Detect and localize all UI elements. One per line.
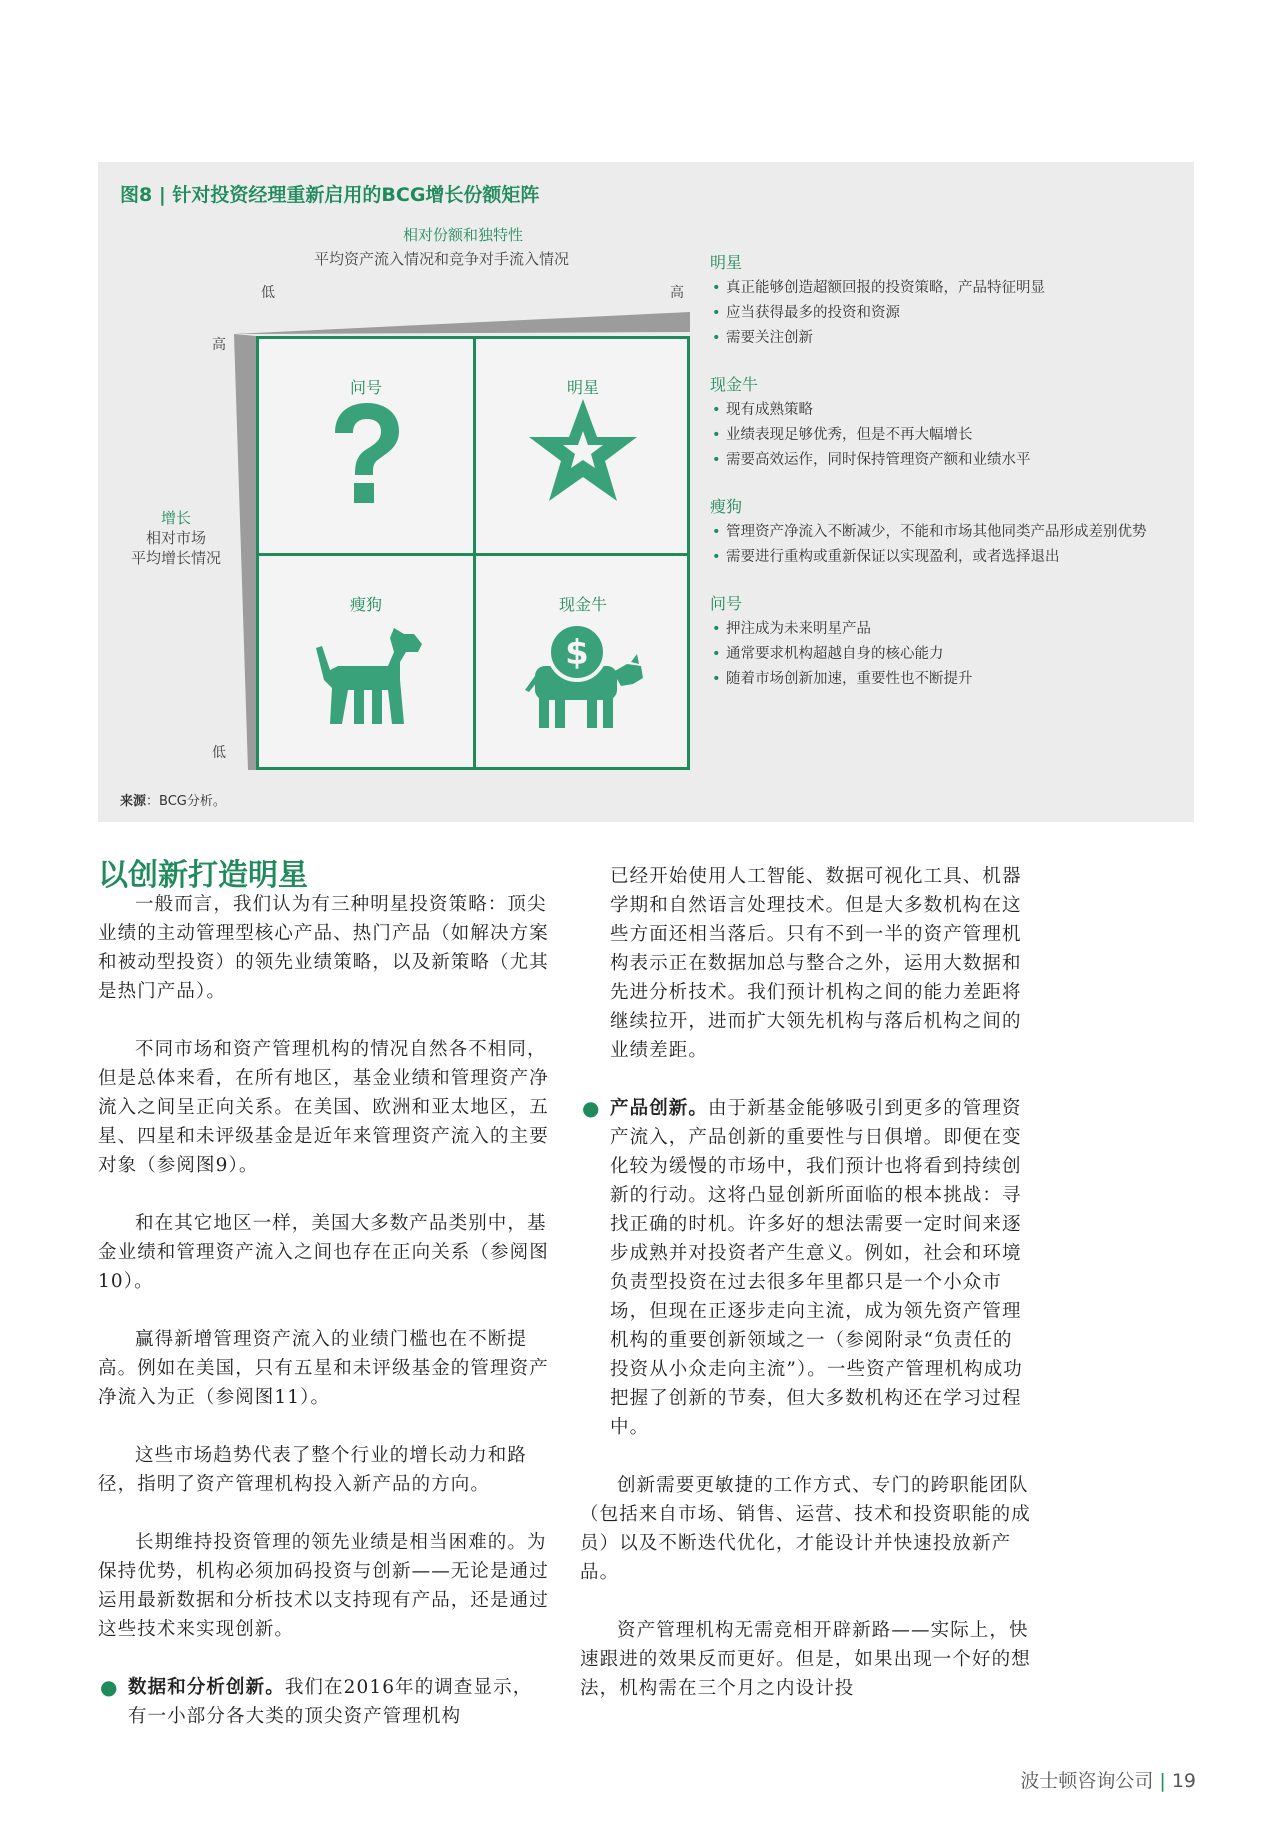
bullet-data-innovation	[98, 1673, 550, 1731]
x-high-label: 高	[670, 285, 684, 301]
paragraph: 这些市场趋势代表了整个行业的增长动力和路径，指明了资产管理机构投入新产品的方向。	[98, 1445, 528, 1495]
source-label: 来源	[120, 794, 147, 809]
y-axis-labels	[116, 508, 236, 568]
footer-company: 波士顿咨询公司	[1020, 1770, 1154, 1792]
y-axis-sub2: 平均增长情况	[130, 549, 221, 567]
dog-icon	[308, 624, 424, 732]
paragraph: 一般而言，我们认为有三种明星投资策略：顶尖业绩的主动管理型核心产品、热门产品（如解决方案和被动型投资）的领先业绩策略，以及新策略（尤其是热门产品）。	[98, 894, 549, 1002]
legend	[710, 250, 1180, 713]
page-footer	[1020, 1766, 1196, 1793]
quadrant-star	[476, 339, 690, 553]
legend-item: • 需要进行重构或重新保证以实现盈利，或者选择退出	[710, 548, 1180, 567]
x-axis-title: 相对份额和独特性	[403, 226, 524, 244]
figure-title: 图8 | 针对投资经理重新启用的BCG增长份额矩阵	[120, 184, 540, 206]
bullet-continuation-text: 已经开始使用人工智能、数据可视化工具、机器学期和自然语言处理技术。但是大多数机构在这些方面还相当落后。只有不到一半的资产管理机构表示正在数据加总与整合之外，运用大数据和先进分析技术。我们预计机构之间的能力差距将继续拉开，进而扩大领先机构与落后机构之间的业绩差距。	[610, 866, 1022, 1061]
left-column	[98, 890, 550, 1760]
figure-source	[120, 790, 226, 809]
quadrant-question-label: 问号	[349, 378, 382, 397]
paragraph: 创新需要更敏捷的工作方式、专门的跨职能团队（包括来自市场、销售、运营、技术和投资职能的成员）以及不断迭代优化，才能设计并快速投放新产品。	[580, 1475, 1031, 1583]
legend-item: • 业绩表现足够优秀，但是不再大幅增长	[710, 426, 1180, 445]
legend-section-dog	[710, 494, 1180, 567]
legend-title: 现金牛	[710, 375, 759, 394]
legend-section-question	[710, 591, 1180, 689]
bcg-matrix	[256, 336, 690, 770]
x-axis-subtitle: 平均资产流入情况和竞争对手流入情况	[314, 250, 570, 268]
legend-title: 明星	[710, 253, 743, 272]
legend-item: • 真正能够创造超额回报的投资策略，产品特征明显	[710, 279, 1180, 298]
y-axis-sub1: 相对市场	[145, 529, 206, 547]
quadrant-star-label: 明星	[566, 378, 599, 397]
bullet-continuation	[580, 862, 1032, 1065]
legend-section-star	[710, 250, 1180, 348]
legend-item: • 现有成熟策略	[710, 401, 1180, 420]
legend-item: • 押注成为未来明星产品	[710, 620, 1180, 639]
cash-cow-icon	[521, 620, 645, 736]
bullet-text: 我们在2016年的调查显示，有一小部分各大类的顶尖资产管理机构	[128, 1677, 533, 1727]
legend-item: • 随着市场创新加速，重要性也不断提升	[710, 670, 1180, 689]
source-text: ：BCG分析。	[146, 794, 226, 809]
footer-separator: |	[1159, 1770, 1166, 1792]
y-low-label: 低	[212, 745, 226, 761]
x-low-label: 低	[261, 285, 275, 301]
paragraph: 和在其它地区一样，美国大多数产品类别中，基金业绩和管理资产流入之间也存在正向关系（参阅图10）。	[98, 1213, 549, 1292]
matrix-horizontal-divider	[259, 553, 687, 556]
quadrant-dog-label: 瘦狗	[349, 595, 382, 614]
question-mark-icon	[321, 399, 411, 513]
star-icon	[527, 397, 639, 507]
paragraph: 长期维持投资管理的领先业绩是相当困难的。为保持优势，机构必须加码投资与创新——无论是通过运用最新数据和分析技术以支持现有产品，还是通过这些技术来实现创新。	[98, 1532, 549, 1640]
page-number: 19	[1171, 1770, 1196, 1792]
y-axis-title: 增长	[160, 509, 191, 527]
legend-item: • 应当获得最多的投资和资源	[710, 304, 1180, 323]
legend-item: • 需要关注创新	[710, 329, 1180, 348]
legend-item: • 管理资产净流入不断减少，不能和市场其他同类产品形成差别优势	[710, 523, 1180, 542]
y-high-label: 高	[212, 337, 226, 353]
right-column	[580, 862, 1032, 1732]
legend-title: 问号	[710, 594, 743, 613]
quadrant-question	[259, 339, 473, 553]
paragraph: 资产管理机构无需竞相开辟新路——实际上，快速跟进的效果反而更好。但是，如果出现一个好的想法，机构需在三个月之内设计投	[580, 1620, 1031, 1699]
bullet-bold: 数据和分析创新。	[128, 1677, 285, 1698]
bullet-bold: 产品创新。	[610, 1098, 709, 1119]
bullet-dot: ●	[582, 1096, 601, 1120]
bullet-product-innovation	[580, 1094, 1032, 1442]
quadrant-dog	[259, 556, 473, 770]
legend-section-cow	[710, 372, 1180, 470]
legend-title: 瘦狗	[710, 497, 743, 516]
paragraph: 赢得新增管理资产流入的业绩门槛也在不断提高。例如在美国，只有五星和未评级基金的管理资产净流入为正（参阅图11）。	[98, 1329, 549, 1408]
bullet-dot: ●	[100, 1675, 119, 1699]
x-axis-wedge	[234, 312, 690, 334]
figure-panel	[98, 162, 1194, 822]
svg-text:$: $	[565, 633, 589, 673]
legend-item: • 需要高效运作，同时保持管理资产额和业绩水平	[710, 451, 1180, 470]
legend-item: • 通常要求机构超越自身的核心能力	[710, 645, 1180, 664]
section-heading: 以创新打造明星	[98, 858, 308, 893]
y-axis-wedge	[234, 334, 256, 770]
paragraph: 不同市场和资产管理机构的情况自然各不相同，但是总体来看，在所有地区，基金业绩和管理资产净流入之间呈正向关系。在美国、欧洲和亚太地区，五星、四星和未评级基金是近年来管理资产流入的主要对象（参阅图9）。	[98, 1039, 549, 1176]
quadrant-cow-label: 现金牛	[558, 595, 607, 614]
quadrant-cow	[476, 556, 690, 770]
bullet-text: 由于新基金能够吸引到更多的管理资产流入，产品创新的重要性与日俱增。即便在变化较为缓慢的市场中，我们预计也将看到持续创新的行动。这将凸显创新所面临的根本挑战：寻找正确的时机。许多好的想法需要一定时间来逐步成熟并对投资者产生意义。例如，社会和环境负责型投资在过去很多年里都只是一个小众市场，但现在正逐步走向主流，成为领先资产管理机构的重要创新领域之一（参阅附录“负责任的投资从小众走向主流”）。一些资产管理机构成功把握了创新的节奏，但大多数机构还在学习过程中。	[610, 1098, 1023, 1438]
